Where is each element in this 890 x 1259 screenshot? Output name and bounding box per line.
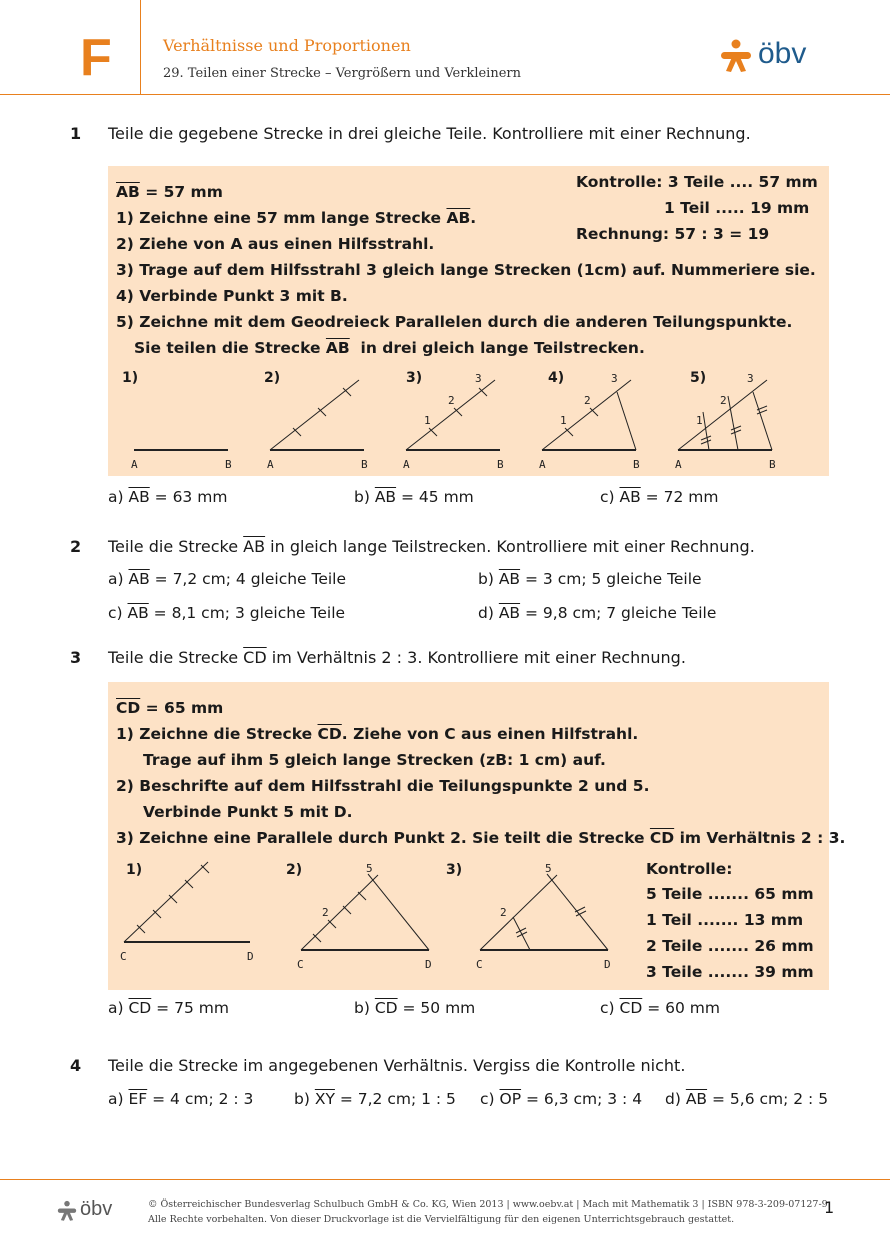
kontrolle-line: 1 Teil ....... 13 mm xyxy=(646,911,804,929)
kontrolle-line: Kontrolle: 3 Teile .... 57 mm xyxy=(576,173,818,191)
subtask: c) $\overline{AB} = 72$ mm xyxy=(600,488,719,506)
footer-star-icon xyxy=(56,1200,78,1222)
task1-construction-diagrams xyxy=(108,360,829,476)
example-step: Trage auf ihm 5 gleich lange Strecken (zB: 1 cm) auf. xyxy=(143,751,606,769)
example-step: 3) Trage auf dem Hilfsstrahl 3 gleich lange Strecken (1cm) auf. Nummeriere sie. xyxy=(116,261,816,279)
subtask: a) $\overline{CD} = 75$ mm xyxy=(108,999,229,1017)
footer-line: Alle Rechte vorbehalten. Von dieser Druckvorlage ist die Vervielfältigung für den eigenen Unterrichtsgebrauch gestattet. xyxy=(148,1214,735,1225)
example-given: $\overline{CD} = 65$ mm xyxy=(116,699,224,717)
header-divider-horizontal xyxy=(0,94,890,95)
footer-line: © Österreichischer Bundesverlag Schulbuch GmbH & Co. KG, Wien 2013 | www.oebv.at | Mach mit Mathematik 3 | ISBN 978-3-209-07127-9 xyxy=(148,1199,828,1210)
subtask: a) $\overline{EF} = 4$ cm; 2 : 3 xyxy=(108,1090,254,1108)
kontrolle-line: Kontrolle: xyxy=(646,860,733,878)
point-label: 5 xyxy=(545,862,552,875)
diagram-label: 3) xyxy=(446,862,463,878)
subtask: a) $\overline{AB} = 63$ mm xyxy=(108,488,228,506)
point-label: A xyxy=(403,458,410,471)
subtask: a) $\overline{AB} = 7,2$ cm; 4 gleiche Teile xyxy=(108,570,347,588)
point-label: B xyxy=(497,458,504,471)
subtask: b) $\overline{CD} = 50$ mm xyxy=(354,999,476,1017)
point-label: A xyxy=(539,458,546,471)
point-label: 1 xyxy=(424,414,431,427)
footer-logo: öbv xyxy=(80,1198,113,1220)
example-step: 2) Ziehe von A aus einen Hilfsstrahl. xyxy=(116,235,435,253)
footer-divider xyxy=(0,1179,890,1180)
example-step: 3) Zeichne eine Parallele durch Punkt 2. Sie teilt die Strecke $\overline{CD}$ im Verhältnis 2 : 3. xyxy=(116,829,846,847)
diagram-label: 1) xyxy=(122,370,139,386)
point-label: A xyxy=(131,458,138,471)
chapter-letter: F xyxy=(80,29,112,87)
task-instruction: Teile die Strecke $\overline{CD}$ im Verhältnis 2 : 3. Kontrolliere mit einer Rechnung. xyxy=(108,648,686,667)
point-label: 3 xyxy=(747,372,754,385)
point-label: B xyxy=(361,458,368,471)
point-label: 1 xyxy=(696,414,703,427)
example-step: 5) Zeichne mit dem Geodreieck Parallelen durch die anderen Teilungspunkte. xyxy=(116,313,793,331)
publisher-logo: öbv xyxy=(758,37,807,70)
point-label: D xyxy=(425,958,432,971)
task-number: 1 xyxy=(70,124,82,143)
task-number: 3 xyxy=(70,648,82,667)
point-label: B xyxy=(225,458,232,471)
subtask: b) $\overline{XY} = 7,2$ cm; 1 : 5 xyxy=(294,1090,456,1108)
point-label: A xyxy=(675,458,682,471)
point-label: 2 xyxy=(322,906,329,919)
diagram-label: 4) xyxy=(548,370,565,386)
point-label: 2 xyxy=(448,394,455,407)
kontrolle-line: 2 Teile ....... 26 mm xyxy=(646,937,814,955)
subtask: b) $\overline{AB} = 45$ mm xyxy=(354,488,474,506)
point-label: 5 xyxy=(366,862,373,875)
publisher-star-icon xyxy=(718,38,754,74)
subtask: c) $\overline{OP} = 6,3$ cm; 3 : 4 xyxy=(480,1090,643,1108)
example-step: 4) Verbinde Punkt 3 mit B. xyxy=(116,287,348,305)
kontrolle-line: 3 Teile ....... 39 mm xyxy=(646,963,814,981)
page-number: 1 xyxy=(824,1198,835,1217)
section-subtitle: 29. Teilen einer Strecke – Vergrößern und Verkleinern xyxy=(163,66,521,81)
task-instruction: Teile die Strecke $\overline{AB}$ in gleich lange Teilstrecken. Kontrolliere mit einer Rechnung. xyxy=(108,537,755,556)
header-divider-vertical xyxy=(140,0,141,95)
kontrolle-line: Rechnung: 57 : 3 = 19 xyxy=(576,225,770,243)
diagram-label: 1) xyxy=(126,862,143,878)
subtask: d) $\overline{AB} = 5,6$ cm; 2 : 5 xyxy=(665,1090,829,1108)
point-label: 2 xyxy=(720,394,727,407)
task-instruction: Teile die Strecke im angegebenen Verhältnis. Vergiss die Kontrolle nicht. xyxy=(108,1056,686,1075)
point-label: 3 xyxy=(475,372,482,385)
point-label: B xyxy=(633,458,640,471)
point-label: D xyxy=(604,958,611,971)
point-label: A xyxy=(267,458,274,471)
point-label: 1 xyxy=(560,414,567,427)
point-label: C xyxy=(476,958,483,971)
point-label: 3 xyxy=(611,372,618,385)
footer-copyright xyxy=(148,1197,828,1227)
diagram-label: 2) xyxy=(286,862,303,878)
task-number: 4 xyxy=(70,1056,82,1075)
point-label: B xyxy=(769,458,776,471)
subtask: c) $\overline{AB} = 8,1$ cm; 3 gleiche Teile xyxy=(108,604,346,622)
example-given: $\overline{AB} = 57$ mm xyxy=(116,183,223,201)
point-label: C xyxy=(120,950,127,963)
example-step: Verbinde Punkt 5 mit D. xyxy=(143,803,353,821)
subtask: c) $\overline{CD} = 60$ mm xyxy=(600,999,720,1017)
diagram-label: 2) xyxy=(264,370,281,386)
subtask: b) $\overline{AB} = 3$ cm; 5 gleiche Teile xyxy=(478,570,702,588)
point-label: 2 xyxy=(500,906,507,919)
diagram-label: 3) xyxy=(406,370,423,386)
chapter-title: Verhältnisse und Proportionen xyxy=(163,36,411,55)
example-step: 2) Beschrifte auf dem Hilfsstrahl die Teilungspunkte 2 und 5. xyxy=(116,777,650,795)
kontrolle-line: 1 Teil ..... 19 mm xyxy=(664,199,810,217)
kontrolle-line: 5 Teile ....... 65 mm xyxy=(646,885,814,903)
example-step: Sie teilen die Strecke $\overline{AB}$ in drei gleich lange Teilstrecken. xyxy=(134,339,645,357)
task-instruction: Teile die gegebene Strecke in drei gleiche Teile. Kontrolliere mit einer Rechnung. xyxy=(108,124,751,143)
subtask: d) $\overline{AB} = 9,8$ cm; 7 gleiche Teile xyxy=(478,604,717,622)
point-label: 2 xyxy=(584,394,591,407)
point-label: C xyxy=(297,958,304,971)
example-step: 1) Zeichne die Strecke $\overline{CD}$. Ziehe von C aus einen Hilfstrahl. xyxy=(116,725,639,743)
point-label: D xyxy=(247,950,254,963)
task3-construction-diagrams xyxy=(108,850,638,975)
diagram-label: 5) xyxy=(690,370,707,386)
example-step: 1) Zeichne eine 57 mm lange Strecke $\overline{AB}$. xyxy=(116,209,477,227)
task-number: 2 xyxy=(70,537,82,556)
